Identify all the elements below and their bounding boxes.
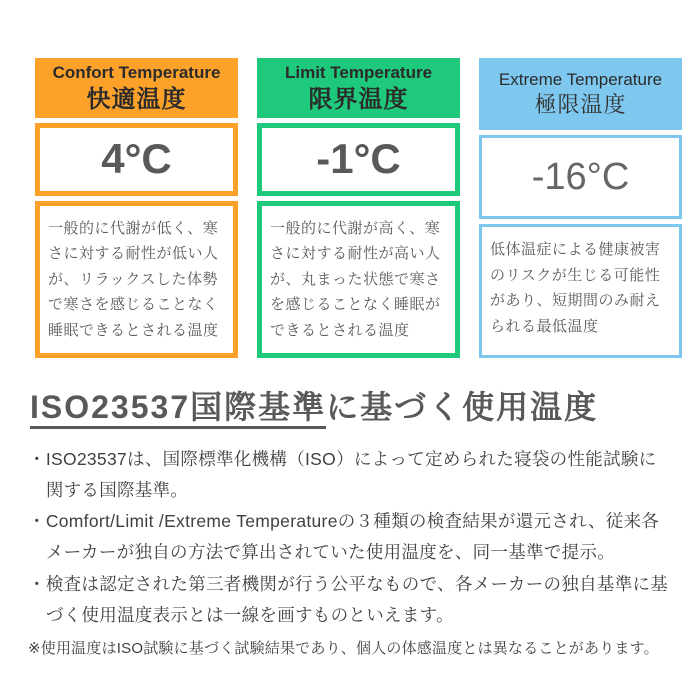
extreme-card-header: [479, 58, 682, 130]
bullet-item-three-ratings: [28, 506, 672, 568]
bullet-text: Comfort/Limit /Extreme Temperatureの３種類の検査結果が還元され、従来各メーカーが独自の方法で算出されていた使用温度を、同一基準で提示。: [45, 511, 660, 563]
limit-title-ja: 限界温度: [308, 85, 409, 113]
extreme-temperature-value: -16°C: [479, 135, 682, 219]
bullet-marker: ・: [28, 511, 46, 532]
limit-temperature-value: -1°C: [257, 123, 460, 195]
comfort-temperature-value: 4°C: [35, 123, 238, 195]
bullet-marker: ・: [28, 573, 46, 594]
heading-underlined-part: ISO23537国際基準: [30, 389, 326, 429]
comfort-title-ja: 快適温度: [86, 85, 187, 113]
comfort-card-header: [35, 58, 238, 118]
extreme-title-ja: 極限温度: [534, 91, 627, 117]
limit-title-en: Limit Temperature: [284, 62, 433, 82]
footnote: ※使用温度はISO試験に基づく試験結果であり、個人の体感温度とは異なることがあります。: [28, 639, 659, 657]
extreme-title-en: Extreme Temperature: [498, 69, 663, 89]
bullet-item-third-party: [28, 569, 672, 631]
bullet-item-iso-standard: [28, 444, 672, 506]
bullet-text: ISO23537は、国際標準化機構（ISO）によって定められた寝袋の性能試験に関する国際基準。: [45, 449, 657, 501]
limit-description: 一般的に代謝が高く、寒さに対する耐性が高い人が、丸まった状態で寒さを感じることなく睡眠ができるとされる温度: [257, 201, 460, 359]
limit-temperature-card: [257, 58, 460, 358]
bullet-marker: ・: [28, 449, 46, 469]
comfort-title-en: Confort Temperature: [52, 62, 221, 82]
extreme-temperature-card: [479, 58, 682, 358]
limit-card-header: [257, 58, 460, 118]
bullet-list: [28, 444, 672, 631]
comfort-temperature-card: [35, 58, 238, 358]
section-heading: [30, 382, 700, 428]
extreme-description: 低体温症による健康被害のリスクが生じる可能性があり、短期間のみ耐えられる最低温度: [479, 224, 682, 358]
comfort-description: 一般的に代謝が低く、寒さに対する耐性が低い人が、リラックスした体勢で寒さを感じることなく睡眠できるとされる温度: [35, 201, 238, 359]
heading-rest-part: に基づく使用温度: [326, 389, 599, 425]
bullet-text: 検査は認定された第三者機関が行う公平なもので、各メーカーの独自基準に基づく使用温度表示とは一線を画すものといえます。: [45, 573, 669, 625]
